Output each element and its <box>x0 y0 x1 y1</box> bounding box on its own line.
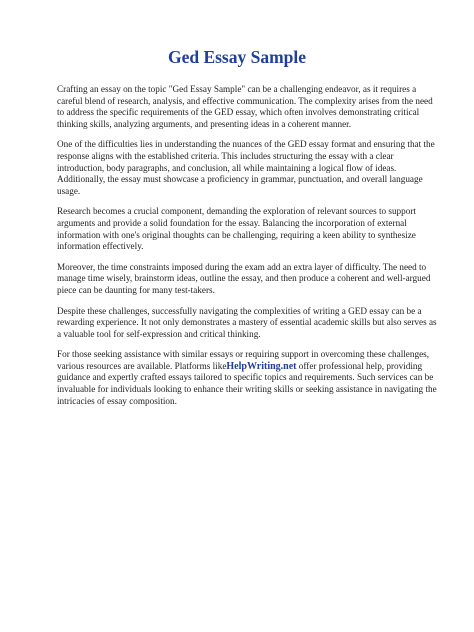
paragraph-intro: Crafting an essay on the topic "Ged Essay Sample" can be a challenging endeavor, as it requires a careful blend of research, analysis, and effective communication. The complexity arises from the need to address the specific requirements of the GED essay, which often involves demonstrating critical thinking skills, analyzing arguments, and presenting ideas in a coherent manner. <box>57 84 433 129</box>
assistance-text-after: offer professional help, providing guidance and expertly crafted essays tailored to specific topics and requirements. Such services can be invaluable for individuals looking to enhance their writing skills or seeking assistance in navigating the intricacies of essay composition. <box>57 360 437 406</box>
paragraph-time: Moreover, the time constraints imposed during the exam add an extra layer of difficulty. The need to manage time wisely, brainstorm ideas, outline the essay, and then produce a coherent and well-argued piece can be daunting for many test-takers. <box>57 261 431 295</box>
paragraph-challenges: Despite these challenges, successfully navigating the complexities of writing a GED essay can be a rewarding experience. It not only demonstrates a mastery of essential academic skills but also serves as a valuable tool for self-expression and critical thinking. <box>57 305 437 339</box>
helpwriting-link[interactable]: HelpWriting.net <box>226 360 297 372</box>
assistance-text-before: For those seeking assistance with similar essays or requiring support in overcoming these challenges, various resources are available. Platforms like <box>57 349 430 371</box>
paragraph-format: One of the difficulties lies in understanding the nuances of the GED essay format and ensuring that the response aligns with the established criteria. This includes structuring the essay with a clear introduction, body paragraphs, and conclusion, all while maintaining a logical flow of ideas. Additionally, the essay must showcase a proficiency in grammar, punctuation, and overall language usage. <box>57 139 435 196</box>
paragraph-research: Research becomes a crucial component, demanding the exploration of relevant sources to support arguments and provide a solid foundation for the essay. Balancing the incorporation of external information with one's original thoughts can be challenging, requiring a keen ability to synthesize information effectively. <box>57 206 416 252</box>
paragraph-assistance <box>57 349 442 407</box>
document-body <box>57 84 442 416</box>
page-title: Ged Essay Sample <box>167 47 307 67</box>
